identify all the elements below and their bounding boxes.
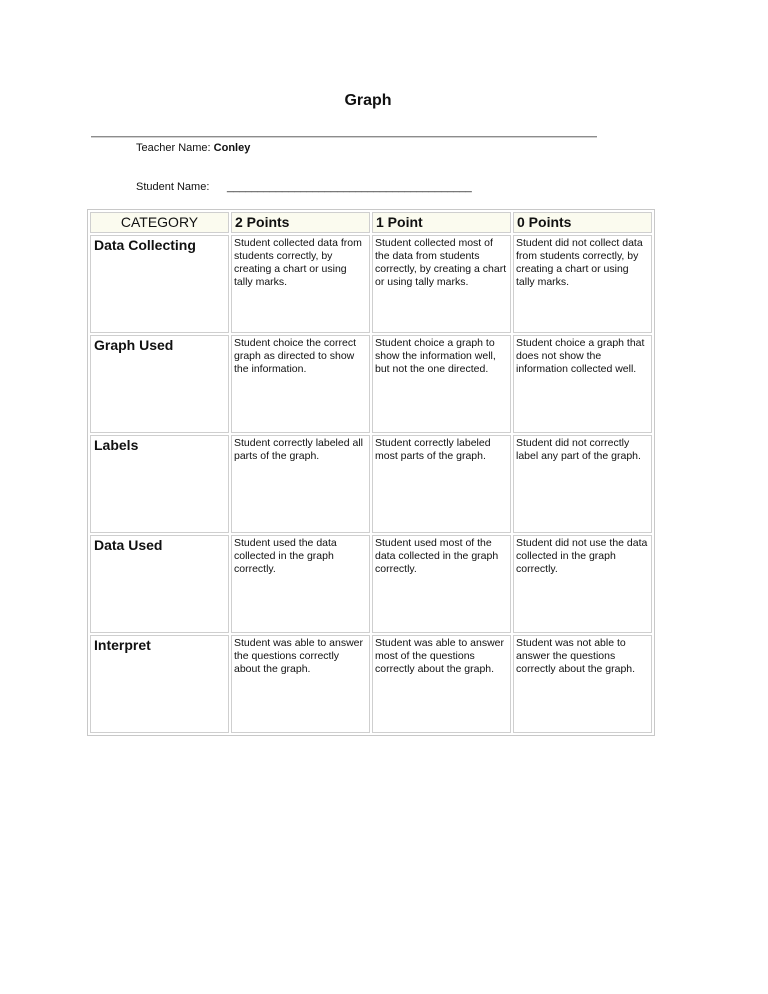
cell-2-points: Student was able to answer the questions correctly about the graph. <box>231 635 370 733</box>
rubric-row-data-collecting <box>90 235 652 333</box>
rubric-row-data-used <box>90 535 652 633</box>
student-name-label: Student Name: <box>136 181 210 193</box>
rubric-header-row <box>90 212 652 233</box>
rubric-row-interpret <box>90 635 652 733</box>
student-name-line <box>136 181 472 193</box>
row-category: Data Used <box>90 535 229 633</box>
cell-0-points: Student did not correctly label any part of the graph. <box>513 435 652 533</box>
cell-0-points: Student choice a graph that does not show the information collected well. <box>513 335 652 433</box>
cell-1-point: Student choice a graph to show the information well, but not the one directed. <box>372 335 511 433</box>
teacher-name-value: Conley <box>213 142 251 154</box>
cell-0-points: Student was not able to answer the questions correctly about the graph. <box>513 635 652 733</box>
header-2-points: 2 Points <box>231 212 370 233</box>
row-category: Graph Used <box>90 335 229 433</box>
cell-2-points: Student correctly labeled all parts of the graph. <box>231 435 370 533</box>
cell-2-points: Student used the data collected in the graph correctly. <box>231 535 370 633</box>
student-name-blank: ________________________________________ <box>227 181 472 193</box>
cell-2-points: Student choice the correct graph as directed to show the information. <box>231 335 370 433</box>
horizontal-rule <box>91 136 597 138</box>
teacher-name-line <box>136 142 250 154</box>
row-category: Labels <box>90 435 229 533</box>
cell-2-points: Student collected data from students correctly, by creating a chart or using tally marks. <box>231 235 370 333</box>
row-category: Interpret <box>90 635 229 733</box>
cell-1-point: Student collected most of the data from students correctly, by creating a chart or using tally marks. <box>372 235 511 333</box>
row-category: Data Collecting <box>90 235 229 333</box>
header-category: CATEGORY <box>90 212 229 233</box>
cell-0-points: Student did not collect data from students correctly, by creating a chart or using tally marks. <box>513 235 652 333</box>
rubric-row-graph-used <box>90 335 652 433</box>
cell-1-point: Student was able to answer most of the questions correctly about the graph. <box>372 635 511 733</box>
header-1-point: 1 Point <box>372 212 511 233</box>
page-title: Graph <box>344 92 392 109</box>
cell-1-point: Student used most of the data collected in the graph correctly. <box>372 535 511 633</box>
cell-0-points: Student did not use the data collected in the graph correctly. <box>513 535 652 633</box>
rubric-table <box>87 209 655 736</box>
rubric-row-labels <box>90 435 652 533</box>
header-0-points: 0 Points <box>513 212 652 233</box>
teacher-name-label: Teacher Name: <box>136 142 211 154</box>
cell-1-point: Student correctly labeled most parts of the graph. <box>372 435 511 533</box>
